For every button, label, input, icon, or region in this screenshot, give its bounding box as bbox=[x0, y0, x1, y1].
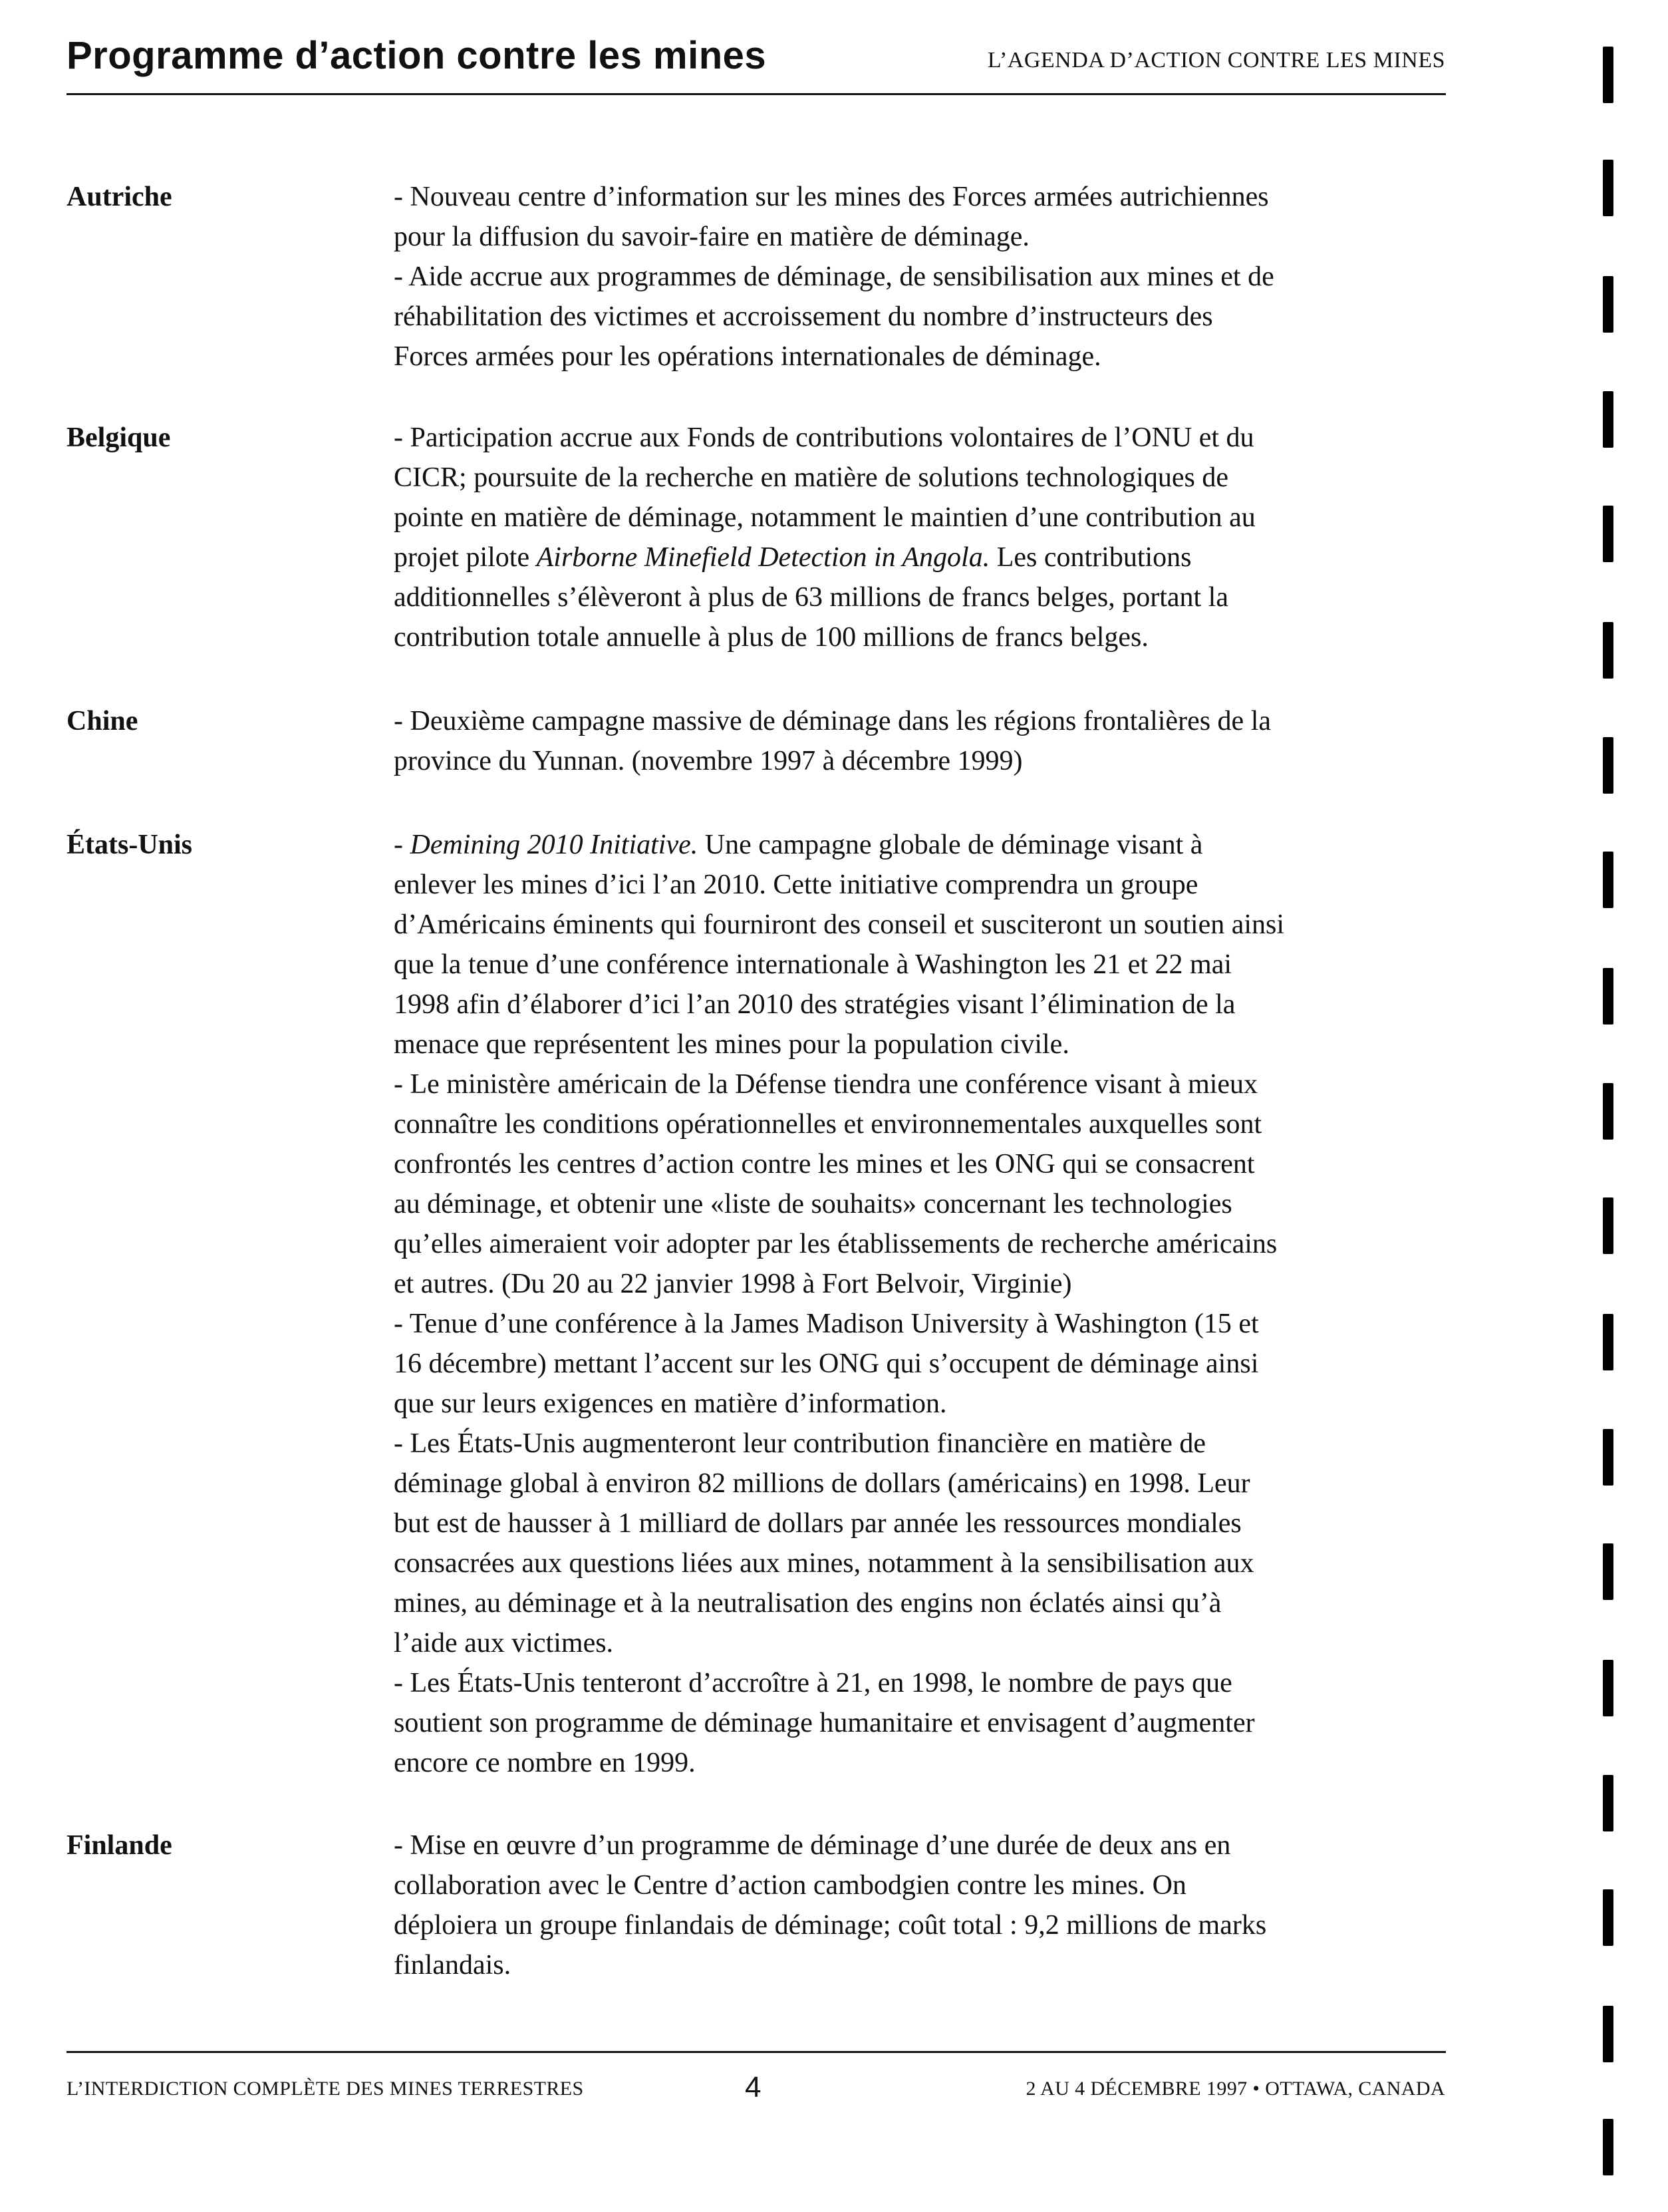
binding-mark bbox=[1603, 160, 1613, 216]
binding-mark bbox=[1603, 1083, 1613, 1140]
binding-mark bbox=[1603, 1314, 1613, 1370]
binding-mark bbox=[1603, 1775, 1613, 1831]
page-number: 4 bbox=[745, 2071, 762, 2104]
country-label: États-Unis bbox=[67, 830, 193, 860]
country-label: Chine bbox=[67, 706, 138, 736]
binding-mark bbox=[1603, 737, 1613, 794]
paragraph: - Tenue d’une conférence à la James Madison University à Washington (15 et 16 décembre) mettant l’accent sur les ONG qui s’occupent de déminage ainsi que sur leurs exigences en matière d’information. bbox=[394, 1309, 1259, 1419]
binding-mark bbox=[1603, 276, 1613, 333]
paragraph: - Nouveau centre d’information sur les mines des Forces armées autrichiennes pour la diffusion du savoir-faire en matière de déminage. bbox=[394, 182, 1269, 252]
country-label: Finlande bbox=[67, 1830, 172, 1861]
binding-mark bbox=[1603, 622, 1613, 679]
country-label: Autriche bbox=[67, 182, 172, 212]
binding-mark bbox=[1603, 47, 1613, 103]
header-rule bbox=[67, 93, 1446, 95]
text-suffix: Les contributions bbox=[990, 542, 1192, 573]
binding-mark bbox=[1603, 1429, 1613, 1486]
binding-mark bbox=[1603, 1197, 1613, 1254]
section-title: L’AGENDA D’ACTION CONTRE LES MINES bbox=[987, 48, 1445, 73]
entry-text bbox=[394, 177, 1524, 377]
paragraph-with-italic bbox=[394, 825, 1524, 1064]
text-prefix: projet pilote bbox=[394, 542, 537, 573]
paragraph: - Les États-Unis augmenteront leur contribution financière en matière de déminage global à environ 82 millions de dollars (américains) en 1998. Leur but est de hausser à 1 milliard de dollars par année les ressources mondiales consacrées aux questions liées aux mines, notamment à la sensibilisation aux mines, au déminage et à la neutralisation des engins non éclatés ainsi qu’à l’aide aux victimes. bbox=[394, 1428, 1254, 1659]
footer-date-location: 2 AU 4 DÉCEMBRE 1997 • OTTAWA, CANADA bbox=[1026, 2078, 1445, 2100]
binding-mark bbox=[1603, 506, 1613, 562]
project-name-italic: Airborne Minefield Detection in Angola. bbox=[536, 542, 990, 573]
footer-publication: L’INTERDICTION COMPLÈTE DES MINES TERRESTRES bbox=[67, 2078, 584, 2100]
entry-text bbox=[394, 1825, 1524, 1985]
entry-text bbox=[394, 825, 1524, 1783]
paragraph: - Les États-Unis tenteront d’accroître à 21, en 1998, le nombre de pays que soutient son programme de déminage humanitaire et envisagent d’augmenter encore ce nombre en 1999. bbox=[394, 1668, 1255, 1778]
entry-text bbox=[394, 701, 1524, 781]
paragraph: - Mise en œuvre d’un programme de déminage d’une durée de deux ans en collaboration avec le Centre d’action cambodgien contre les mines. On déploiera un groupe finlandais de déminage; coût total : 9,2 millions de marks finlandais. bbox=[394, 1830, 1267, 1980]
footer-rule bbox=[67, 2051, 1446, 2053]
document-title: Programme d’action contre les mines bbox=[67, 34, 767, 77]
paragraph-rest: Une campagne globale de déminage visant à enlever les mines d’ici l’an 2010. Cette initiative comprendra un groupe d’Américains éminents qui fourniront des conseil et susciteront un soutien ainsi que la tenue d’une conférence internationale à Washington les 21 et 22 mai 1998 afin d’élaborer d’ici l’an 2010 des stratégies visant l’élimination de la menace que représentent les mines pour la population civile. bbox=[394, 830, 1285, 1060]
paragraph: - Aide accrue aux programmes de déminage, de sensibilisation aux mines et de réhabilitation des victimes et accroissement du nombre d’instructeurs des Forces armées pour les opérations internationales de déminage. bbox=[394, 261, 1274, 372]
binding-mark bbox=[1603, 1543, 1613, 1600]
binding-marks bbox=[1603, 0, 1616, 2212]
binding-mark bbox=[1603, 968, 1613, 1025]
binding-mark bbox=[1603, 2119, 1613, 2175]
entry-text bbox=[394, 418, 1524, 657]
binding-mark bbox=[1603, 391, 1613, 448]
paragraph: additionnelles s’élèveront à plus de 63 millions de francs belges, portant la contribution totale annuelle à plus de 100 millions de francs belges. bbox=[394, 582, 1228, 653]
paragraph: - Deuxième campagne massive de déminage dans les régions frontalières de la province du Yunnan. (novembre 1997 à décembre 1999) bbox=[394, 706, 1272, 776]
country-label: Belgique bbox=[67, 422, 171, 453]
paragraph: - Participation accrue aux Fonds de contributions volontaires de l’ONU et du CICR; poursuite de la recherche en matière de solutions technologiques de pointe en matière de déminage, notamment le maintien d’une contribution au bbox=[394, 422, 1256, 533]
paragraph-with-italic bbox=[394, 538, 1524, 577]
binding-mark bbox=[1603, 1660, 1613, 1716]
paragraph: - Le ministère américain de la Défense tiendra une conférence visant à mieux connaître les conditions opérationnelles et environnementales auxquelles sont confrontés les centres d’action contre les mines et les ONG qui se consacrent au déminage, et obtenir une «liste de souhaits» concernant les technologies qu’elles aimeraient voir adopter par les établissements de recherche américains et autres. (Du 20 au 22 janvier 1998 à Fort Belvoir, Virginie) bbox=[394, 1069, 1278, 1299]
initiative-name-italic: - Demining 2010 Initiative. bbox=[394, 830, 698, 860]
binding-mark bbox=[1603, 1889, 1613, 1946]
binding-mark bbox=[1603, 852, 1613, 908]
binding-mark bbox=[1603, 2006, 1613, 2062]
